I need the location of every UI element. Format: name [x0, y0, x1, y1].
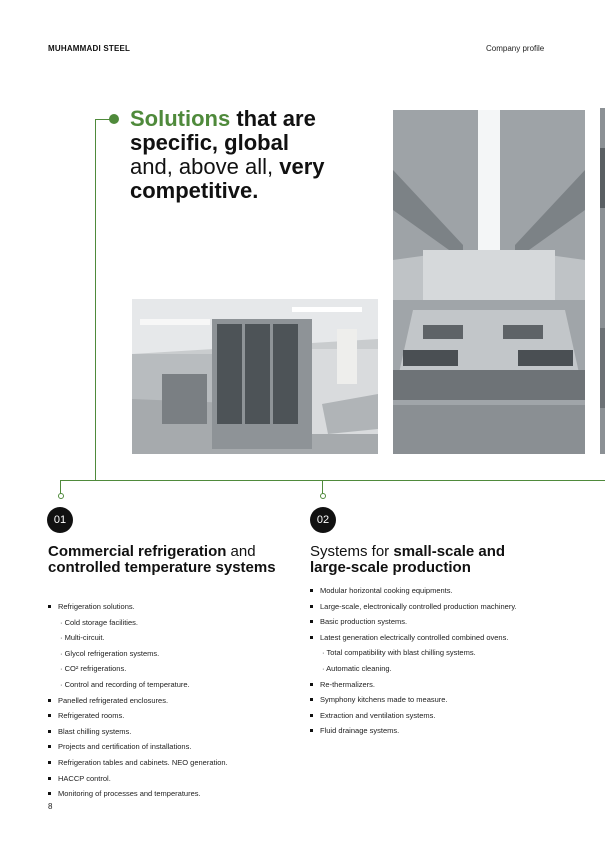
connector-node-01 [58, 493, 64, 499]
headline-accent: Solutions [130, 106, 231, 131]
list-item: Refrigeration solutions. [48, 599, 228, 615]
connector-node-02 [320, 493, 326, 499]
section-title: Company profile [486, 44, 545, 53]
photo-refrigeration-room [132, 299, 378, 454]
list-item: Monitoring of processes and temperatures. [48, 786, 228, 802]
list-item: Refrigerated rooms. [48, 708, 228, 724]
headline: Solutions that are specific, global and, above all, very competitive. [130, 106, 325, 203]
connector-drop-01 [60, 480, 61, 494]
list-item: Latest generation electrically controlled combined ovens. [310, 630, 517, 646]
page-number: 8 [48, 802, 53, 811]
list-item: HACCP control. [48, 771, 228, 787]
list-subitem: · Control and recording of temperature. [48, 677, 228, 693]
list-subitem: · Total compatibility with blast chilling systems. [310, 645, 517, 661]
list-subitem: · Automatic cleaning. [310, 661, 517, 677]
column-01-list [48, 599, 228, 802]
column-02-heading: Systems for small-scale and large-scale production [310, 543, 506, 576]
brand-name: MUHAMMADI STEEL [48, 44, 131, 53]
list-subitem: · Multi-circuit. [48, 630, 228, 646]
section-number-badge-02: 02 [310, 507, 336, 533]
list-item: Refrigeration tables and cabinets. NEO generation. [48, 755, 228, 771]
list-item: Blast chilling systems. [48, 724, 228, 740]
list-item: Panelled refrigerated enclosures. [48, 693, 228, 709]
list-subitem: · Cold storage facilities. [48, 615, 228, 631]
headline-bullet-dot [109, 114, 119, 124]
list-item: Re-thermalizers. [310, 677, 517, 693]
list-subitem: · CO² refrigerations. [48, 661, 228, 677]
list-item: Large-scale, electronically controlled production machinery. [310, 599, 517, 615]
column-02-list [310, 583, 517, 739]
list-item: Fluid drainage systems. [310, 723, 517, 739]
photo-edge-strip [600, 108, 605, 454]
connector-horizontal-bottom [60, 480, 605, 481]
list-item: Modular horizontal cooking equipments. [310, 583, 517, 599]
list-subitem: · Glycol refrigeration systems. [48, 646, 228, 662]
list-item: Extraction and ventilation systems. [310, 708, 517, 724]
connector-vertical [95, 119, 96, 480]
list-item: Basic production systems. [310, 614, 517, 630]
list-item: Symphony kitchens made to measure. [310, 692, 517, 708]
photo-kitchen-corridor [393, 110, 585, 454]
section-number-badge-01: 01 [47, 507, 73, 533]
column-01-heading: Commercial refrigeration and controlled temperature systems [48, 543, 276, 576]
list-item: Projects and certification of installations. [48, 739, 228, 755]
connector-drop-02 [322, 480, 323, 494]
